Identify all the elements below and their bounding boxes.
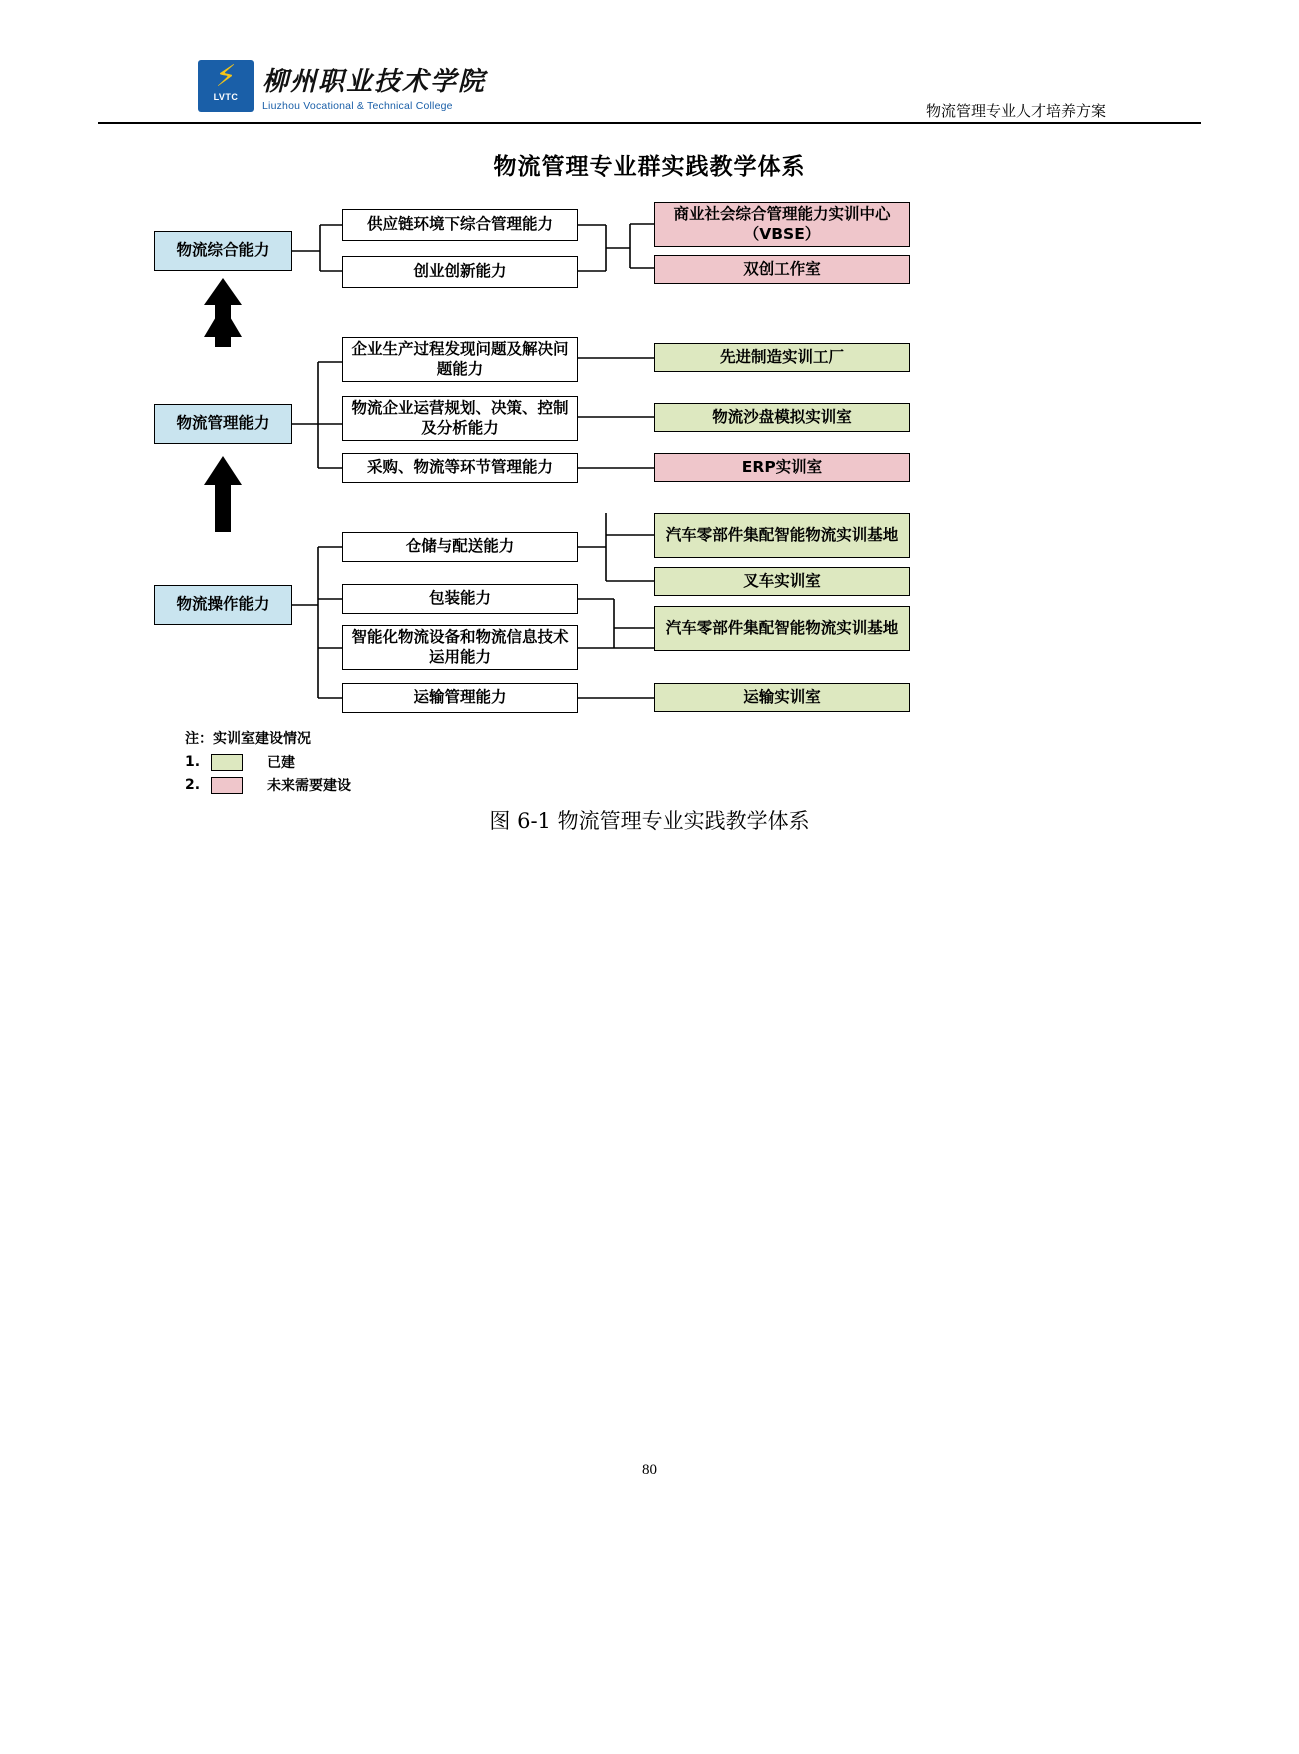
ability-node-3-3[interactable] [342, 625, 578, 670]
logo-abbr: LVTC [213, 92, 239, 102]
header-document-title: 物流管理专业人才培养方案 [925, 102, 1106, 120]
lab-node-2-1-label: 先进制造实训工厂 [719, 347, 844, 366]
ability-node-3-4[interactable] [342, 683, 578, 713]
legend-title: 注：实训室建设情况 [185, 731, 311, 747]
ability-node-2-2[interactable] [342, 396, 578, 441]
lightning-bolt-icon: ⚡ [215, 59, 237, 94]
lab-node-3-1[interactable] [654, 513, 910, 558]
lab-node-3-2[interactable] [654, 567, 910, 596]
lab-node-3-3[interactable] [654, 606, 910, 651]
ability-node-3-4-label: 运输管理能力 [413, 688, 507, 707]
logo-text [262, 61, 486, 112]
flow-arrow-up [204, 295, 242, 337]
legend-item-future-number: 2. [185, 777, 201, 793]
lab-node-2-3-label: ERP实训室 [741, 457, 823, 476]
group-node-2-label: 物流管理能力 [176, 414, 270, 433]
ability-node-3-2-label: 包装能力 [428, 589, 491, 608]
lab-node-2-2-label: 物流沙盘模拟实训室 [712, 407, 852, 426]
legend-item-built-label: 已建 [267, 755, 295, 771]
legend-item-future-label: 未来需要建设 [267, 778, 351, 794]
ability-node-3-1[interactable] [342, 532, 578, 562]
lab-node-3-1-label: 汽车零部件集配智能物流实训基地 [665, 525, 899, 544]
lab-node-3-3-label: 汽车零部件集配智能物流实训基地 [665, 618, 899, 637]
group-node-3-label: 物流操作能力 [176, 595, 270, 614]
lab-node-1-1-label: 商业社会综合管理能力实训中心（VBSE） [673, 205, 891, 243]
legend-item-future [185, 775, 351, 795]
lab-node-3-2-label: 叉车实训室 [743, 571, 821, 590]
legend [185, 728, 351, 795]
figure-caption: 图 6-1 物流管理专业实践教学体系 [489, 809, 810, 833]
header-divider [98, 122, 1201, 124]
page-header [98, 55, 1201, 125]
ability-node-2-1-label: 企业生产过程发现问题及解决问题能力 [351, 340, 569, 378]
group-node-1-label: 物流综合能力 [176, 241, 270, 260]
ability-node-1-1[interactable] [342, 209, 578, 241]
lab-node-2-2[interactable] [654, 403, 910, 432]
ability-node-1-2[interactable] [342, 256, 578, 288]
lab-node-1-2[interactable] [654, 255, 910, 284]
ability-node-3-3-label: 智能化物流设备和物流信息技术运用能力 [351, 628, 569, 666]
college-logo [198, 60, 486, 112]
ability-node-1-2-label: 创业创新能力 [413, 262, 507, 281]
ability-node-1-1-label: 供应链环境下综合管理能力 [366, 215, 553, 234]
legend-item-built-number: 1. [185, 754, 201, 770]
group-node-1[interactable] [154, 231, 292, 271]
ability-node-3-2[interactable] [342, 584, 578, 614]
lab-node-2-1[interactable] [654, 343, 910, 372]
page-title: 物流管理专业群实践教学体系 [493, 154, 806, 180]
ability-node-2-2-label: 物流企业运营规划、决策、控制及分析能力 [351, 399, 569, 437]
logo-english-name: Liuzhou Vocational & Technical College [262, 99, 453, 112]
logo-chinese-name: 柳州职业技术学院 [262, 66, 487, 97]
lab-node-3-4[interactable] [654, 683, 910, 712]
ability-node-2-3-label: 采购、物流等环节管理能力 [366, 458, 553, 477]
ability-node-2-3[interactable] [342, 453, 578, 483]
lab-node-1-2-label: 双创工作室 [743, 259, 821, 278]
group-node-3[interactable] [154, 585, 292, 625]
ability-node-2-1[interactable] [342, 337, 578, 382]
page-number: 80 [642, 1462, 657, 1478]
ability-node-3-1-label: 仓储与配送能力 [405, 537, 515, 556]
legend-swatch-future-icon [211, 777, 243, 794]
lab-node-3-4-label: 运输实训室 [743, 687, 821, 706]
lab-node-2-3[interactable] [654, 453, 910, 482]
logo-mark-icon [198, 60, 254, 112]
lab-node-1-1[interactable] [654, 202, 910, 247]
legend-item-built [185, 752, 351, 772]
group-node-2[interactable] [154, 404, 292, 444]
legend-swatch-built-icon [211, 754, 243, 771]
